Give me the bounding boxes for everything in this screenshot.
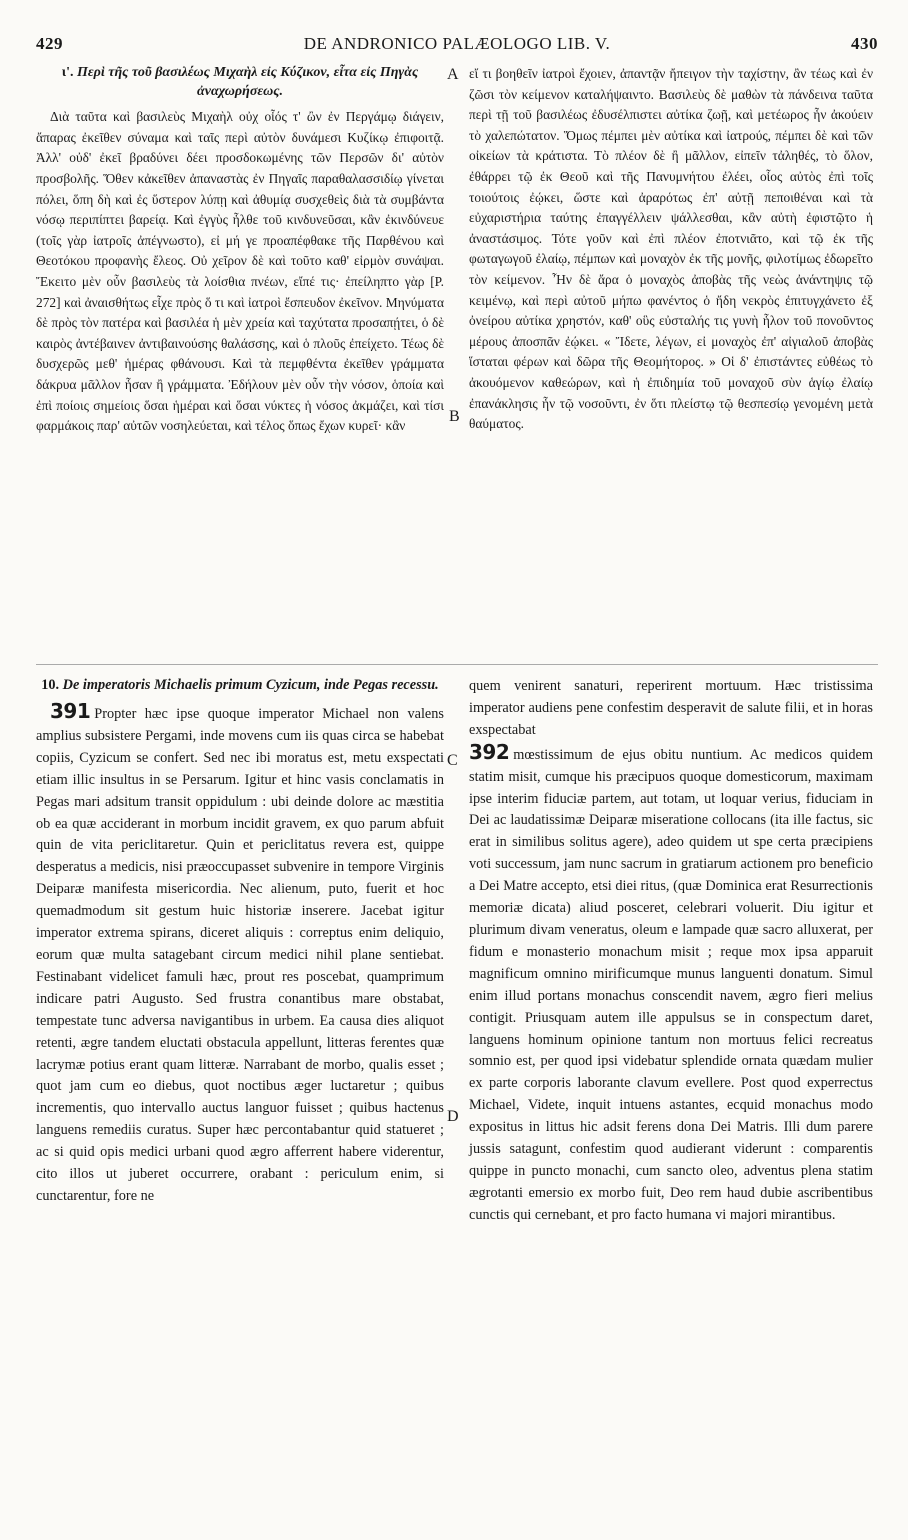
margin-marker-c: C xyxy=(447,752,458,769)
latin-section-heading xyxy=(36,676,444,695)
margin-marker-a: A xyxy=(447,66,459,83)
latin-section-title: De imperatoris Michaelis primum Cyzicum, inde Pegas recessu. xyxy=(62,677,439,693)
latin-column-right xyxy=(469,676,873,1227)
running-title: DE ANDRONICO PALÆOLOGO LIB. V. xyxy=(303,34,611,53)
page-number-left: 429 xyxy=(36,34,63,53)
latin-left-paragraph xyxy=(36,701,444,1208)
latin-right-paragraph xyxy=(469,739,873,1227)
greek-right-text: εἴ τι βοηθεῖν ἰατροὶ ἔχοιεν, ἀπαντᾷν ἤπειγον τὴν ταχίστην, ἂν τέως καὶ ἐν ζῶσι τὸν κείμενον καταλήψαιντο. Βασιλεὺς δὲ μαθὼν τὰ πάνδεινα ταῦτα περὶ τῇ τοῦ βασιλέως ἐδυσέλπιστει αὐτίκα ζωῇ, καὶ μετέωρος ἦν ἀκούειν τὸ χαλεπώτατον. Ὅμως πέμπει μὲν αὐτίκα καὶ ἰατρούς, πέμπει δὲ καὶ τῶν οἰκείων τὰ κράτιστα. Τὸ πλέον δὲ ἢ μᾶλλον, εἰπεῖν τἀληθές, τὸ ὅλον, ἐθάρρει τῷ ἐκ Θεοῦ καὶ τῆς Πανυμνήτου ἐλέει, οἷος αὐτὸς ἐπὶ τοῖς τοιούτοις ἐῴκει, ὥστε καὶ ἀραρότως ἐπ' αὐτῇ πεποιθέναι καὶ τὰ εὐχαριστήρια ταύτης ἐπαγγέλλειν ψάλλεσθαι, κἂν αὐτὴ ἐφιστῷτο ἡ ἀναστάσιμος. Τότε γοῦν καὶ ἐπὶ πλέον ἐποτνιᾶτο, καὶ τῷ ἐκ τῆς φωταγωγοῦ ἐλαίῳ, πέμπων καὶ μοναχὸν ἐκ τῆς μονῆς, φιλοτίμως ἐδωρεῖτο τὸν κείμενον. Ἦν δὲ ἄρα ὁ μοναχὸς ἀποβὰς τῆς νεὼς ἀνάντηψις τῷ κειμένῳ, καὶ περὶ αὐτοῦ μήπω φανέντος ὁ ἤδη νεκρὸς ἐπιτυγχάνετο ἐξ ὀνείρου αὐτίκα χρηστόν, καθ' οὓς εὐσταλής τις γυνὴ ἧλον τοῦ πονοῦντος μέρους ἀποσπᾶν ἐῴκει. « Ἴδετε, λέγων, εἰ μοναχὸς ἐπ' αἰγιαλοῦ ἀποβὰς ἵσταται φέρων καὶ δῶρα τῆς Θεομήτορος. » Οἱ δ' ἐπιστάντες εὐθέως τὸ ἀκουόμενον καθεώρων, καὶ ἡ ἐπιδημία τοῦ μοναχοῦ σὺν ἁγίῳ ἐλαίῳ ἐπανάκλησις ἦν τῷ νοσοῦντι, ἐν ὅτι πλείστῳ τῷ θεσπεσίῳ γενομένη μετὰ θαύματος. xyxy=(469,66,873,432)
page-number-right: 430 xyxy=(851,34,878,53)
section-divider xyxy=(36,664,878,665)
column-number-392: 392 xyxy=(469,739,510,764)
greek-section-number: ι'. xyxy=(61,65,74,80)
margin-marker-b: B xyxy=(449,408,460,425)
page-header xyxy=(36,34,878,58)
column-number-391: 391 xyxy=(50,699,91,723)
latin-left-text: Propter hæc ipse quoque imperator Michael non valens amplius subsistere Pergami, inde movens cum iis quas circa se habebat copiis, Cyzicum se confert. Sed nec ibi moratus est, metu exspectati etiam illic insultus in se Persarum. Igitur et hinc vasis conclamatis in Pegas mari adsitum transit oppidulum : ubi deinde dolore ac mæstitia ob ea quæ acciderant in morbum incidit gravem, ex quo parum abfuit quin de vita periclitaretur. Quin et periclitatus revera est, quippe desperatus a medicis, nisi præoccupasset subvenire in tempore Virginis Deiparæ manifesta misericordia. Nec alienum, puto, fuerit et hoc quemadmodum sit gestum huic historiæ inserere. Jacebat igitur imperator extrema spirans, diceret aliquis : correptus enim deliquio, eorum quæ multa satagebant circum medici nihil plane sentiebat. Festinabant videlicet famuli hæc, prout res poscebat, quamprimum indicare patri Augusto. Sed frustra conantibus mare obstabat, tempestate tunc adversa navigantibus in urbem. Ea causa dies aliquot retenti, ægre tandem eluctati obstacula appellunt, litteras ferentes quæ lacrymæ potius erant quam litteræ. Narrabant de morbo, qualis esset ; quot jam cum eo diebus, quot noctibus æger luctaretur ; quibus incrementis, quo intervallo auctus languor fuisset ; quibus hactenus languens remediis curatus. Super hæc percontabantur quid statueret ; ac si quid opis medici urbani quod ægro afferrent habere viderentur, cito illos ut juberet occurrere, orabant : periculum enim, si cunctarentur, fore ne xyxy=(36,706,444,1204)
margin-marker-d: D xyxy=(447,1108,459,1125)
latin-column-left xyxy=(36,676,444,1208)
latin-right-text-b: mœstissimum de ejus obitu nuntium. Ac medicos quidem statim misit, cumque his præcipuos quoque domesticorum, maximam ipse interim fiduciæ partem, aut totam, ut loquar verius, fiduciam in Dei ac laudatissimæ Deiparæ miseratione collocans (ita ille factus, sic erat in similibus solitus agere), adeo quidem ut spe certa præcipiens voti successum, jam nunc sacrum in gratiarum actionem pro beneficio a Dei Matre accepto, etsi diei ritus, (quæ Dominica erat Resurrectionis memoriæ dicata) aliud posceret, celebrari voluerit. Diu igitur et plurimum divam veneratus, oleum e lampade quæ sacro alluxerat, per fidum e monasterio monachum misit ; reque mox ipsa apparuit magnificum omnino mirificumque munus languenti donatum. Simul enim illud portans monachus conscendit navem, ægro fieri melius contigit. Priusquam autem ille appulsus se in conspectum daret, languens hominum opinione tantum non mortuus felici recreatus somnio est, per quod ipsi videbatur splendide ornata quædam mulier ex parte corporis laborante clavum evellere. Post quod experrectus Michael, Videte, inquit intuens astantes, ecquid monachus modo expositus in littus hic adsit ferens dona Dei Matris. Illi dum parere jussis satagunt, confestim quod audierant viderunt : comparentis quippe in puncto monachi, cum sancto oleo, adventus plena statim ægrotanti emersio ex morbo fuit, Deo rem haud dubie ascribentibus cunctis qui cernebant, et pro facto humana vi majori mirantibus. xyxy=(469,746,873,1223)
greek-column-left xyxy=(36,64,444,437)
latin-section-number: 10. xyxy=(41,677,60,693)
greek-section-heading xyxy=(36,64,444,101)
latin-right-text-a: quem venirent sanaturi, reperirent mortuum. Hæc tristissima imperator audiens pene confestim desperavit de salute filii, et in horas exspectabat xyxy=(469,678,873,738)
greek-left-text: Διὰ ταῦτα καὶ βασιλεὺς Μιχαὴλ οὐχ οἷός τ' ὢν ἐν Περγάμῳ διάγειν, ἄπαρας ἐκεῖθεν σύναμα καὶ ταῖς περὶ αὐτὸν δυνάμεσι Κυζίκῳ ἐπιφοιτᾷ. Ἀλλ' οὐδ' ἐκεῖ βραδύνει δέει προσδοκωμένης τῶν Περσῶν δι' αὐτὸν προσβολῆς. Ὅθεν κἀκεῖθεν ἀπαναστὰς ἐν Πηγαῖς παραθαλασσιδίῳ γίνεται πόλει, ὅπη δὴ καὶ ἐς ὕστερον λύπῃ καὶ ἀθυμίᾳ συσχεθεὶς διὰ τὰ συμβάντα νόσῳ περιπίπτει βαρείᾳ. Καὶ ἐγγὺς ἦλθε τοῦ κινδυνεῦσαι, κἂν ἐκινδύνευε (τοῖς γὰρ ἰατροῖς ἀπέγνωστο), εἰ μή γε προαπέφθακε τῆς Παρθένου καὶ Θεοτόκου προφανὴς ἔλεος. Οὐ χεῖρον δὲ καὶ τοῦτο καθ' εἱρμὸν συνάψαι. Ἔκειτο μὲν οὖν βασιλεὺς τὰ λοίσθια πνέων, εἴπέ τις· ἐπείληπτο γὰρ [P. 272] καὶ ἀναισθήτως εἶχε πρὸς ὅ τι καὶ ἰατροὶ ἔσπευδον ἐκεῖνον. Μηνύματα δὲ πρὸς τὸν πατέρα καὶ βασιλέα ἡ μὲν χρεία καὶ ταχύτατα προσαπῄτει, ὁ δὲ καιρὸς ἀντέβαινεν ἀντιβαινούσης θαλάσσης, καὶ ὁ πλοῦς ἐπείχετο. Τέως δὲ δυσχερῶς μεθ' ἡμέρας φθάνουσι. Καὶ τὰ πεμφθέντα ἐκεῖθεν γράμματα δάκρυα μᾶλλον ἦσαν ἢ γράμματα. Ἐδήλουν μὲν οὖν τὴν νόσον, ὁποία καὶ ἐπὶ ποίοις σημείοις ὅσαι ἡμέραι καὶ ὅσαι νύκτες ἡ νόσος ἀκμάζει, καὶ τίσι φαρμάκοις παρ' αὐτῶν νοσηλεύεται, καὶ τέλος ὅπως ἔχων κυρεῖ· κἂν xyxy=(36,109,444,434)
greek-section-title: Περὶ τῆς τοῦ βασιλέως Μιχαὴλ εἰς Κύζικον, εἶτα εἰς Πηγὰς ἀναχωρήσεως. xyxy=(77,65,419,99)
greek-column-right xyxy=(469,64,873,435)
